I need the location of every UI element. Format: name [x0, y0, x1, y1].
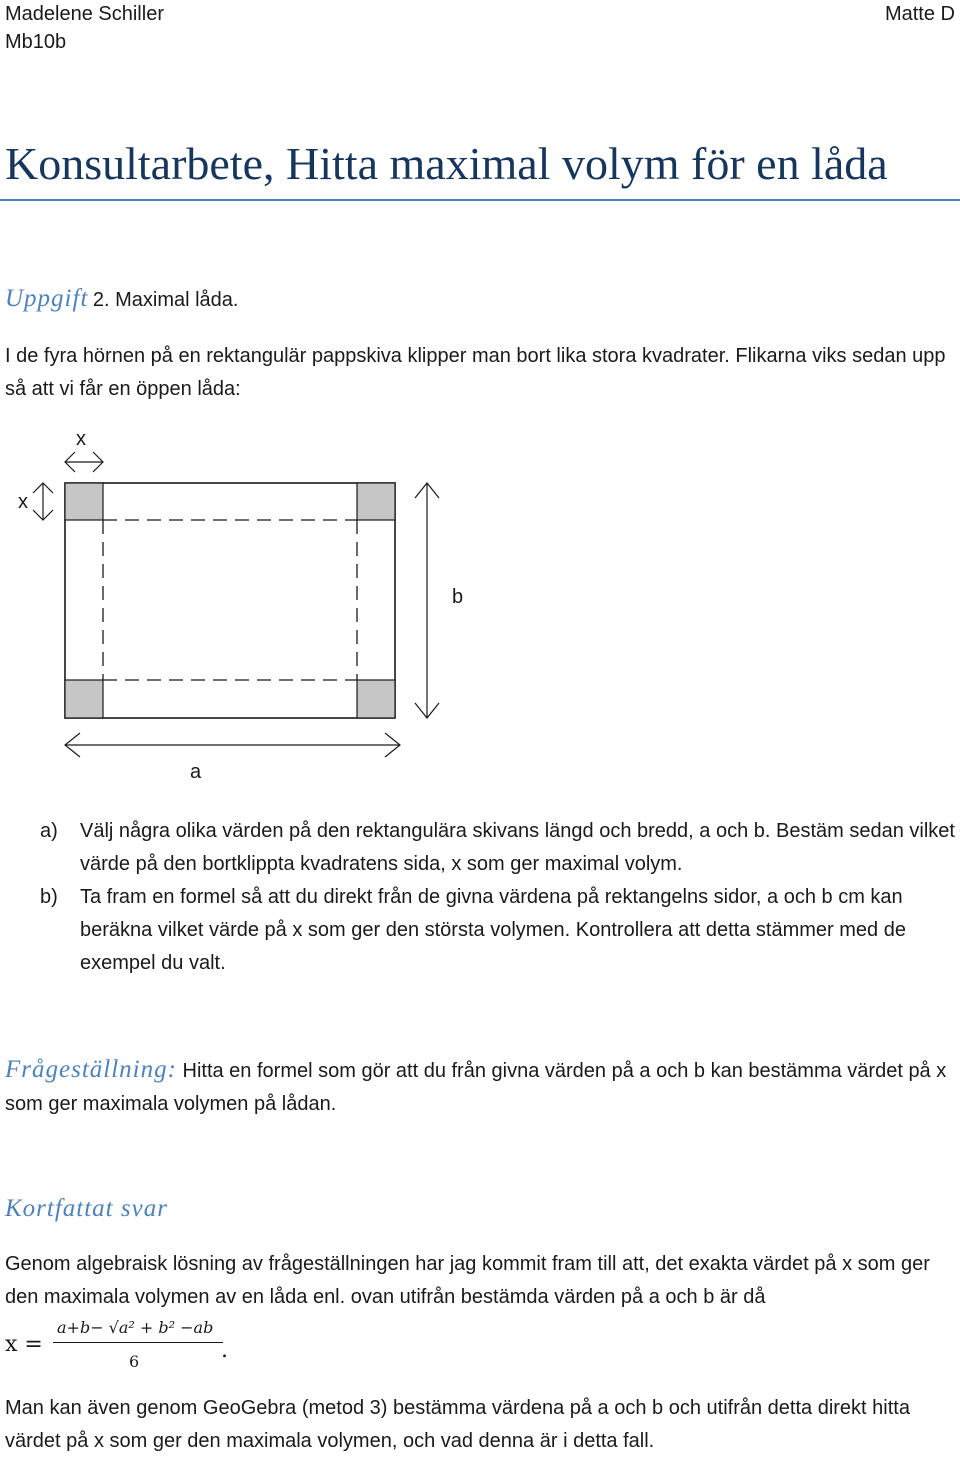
- formula: [5, 1318, 405, 1378]
- formula-numerator: a+b− √a² + b² −ab: [57, 1318, 214, 1337]
- formula-lhs: x =: [5, 1332, 43, 1357]
- question-text: Ta fram en formel så att du direkt från de givna värdena på rektangelns sidor, a och b cm kan beräkna vilket värde på x som ger den största volymen. Kontrollera att detta stämmer med de exempel du valt.: [80, 886, 906, 974]
- problem-statement: [5, 1053, 955, 1121]
- task-intro: I de fyra hörnen på en rektangulär pappskiva klipper man bort lika stora kvadrater. Flikarna viks sedan upp så att vi får en öppen låda:: [5, 345, 946, 400]
- cut-square-top-left: [65, 483, 103, 520]
- page-header-left: [5, 0, 164, 56]
- label-x-side: x: [18, 491, 28, 513]
- problem-text: Hitta en formel som gör att du från givna värden på a och b kan bestämma värdet på x som ger maximala volymen på lådan.: [5, 1060, 947, 1115]
- cardboard-sheet: [65, 483, 395, 718]
- closing-text: Man kan även genom GeoGebra (metod 3) bestämma värdena på a och b och utifrån detta direkt hitta värdet på x som ger den maximala volymen, och vad denna är i detta fall.: [5, 1397, 910, 1452]
- course-name: Matte D: [884, 3, 955, 25]
- answer-text: Genom algebraisk lösning av frågeställningen har jag kommit fram till att, det exakta värdet på x som ger den maximala volymen av en låda enl. ovan utifrån bestämda värden på a och b är då: [5, 1253, 930, 1308]
- cut-square-bottom-right: [357, 680, 395, 718]
- page-title: Konsultarbete, Hitta maximal volym för en låda: [5, 138, 888, 189]
- box-net-diagram: [0, 420, 500, 790]
- label-x-top: x: [76, 428, 86, 450]
- question-marker: a): [40, 820, 58, 842]
- question-item: [40, 815, 955, 881]
- question-marker: b): [40, 886, 58, 908]
- cut-square-bottom-left: [65, 680, 103, 718]
- label-b: b: [452, 586, 464, 608]
- author-name: Madelene Schiller: [5, 3, 164, 25]
- answer-heading: Kortfattat svar: [5, 1195, 168, 1222]
- formula-denominator: 6: [129, 1352, 140, 1371]
- cut-square-top-right: [357, 483, 395, 520]
- title-divider: [0, 199, 960, 201]
- x-top-arrow: [65, 452, 103, 472]
- task-heading-label: Uppgift: [5, 285, 89, 312]
- x-side-arrow: [33, 483, 53, 520]
- class-name: Mb10b: [5, 31, 67, 53]
- question-text: Välj några olika värden på den rektangulära skivans längd och bredd, a och b. Bestäm sedan vilket värde på den bortklippta kvadratens sida, x som ger maximal volym.: [80, 820, 955, 875]
- task-heading: [5, 285, 238, 313]
- label-a: a: [190, 761, 202, 783]
- problem-heading: Frågeställning:: [5, 1056, 177, 1083]
- question-item: [40, 881, 955, 980]
- a-arrow: [65, 733, 400, 757]
- formula-end: .: [221, 1338, 228, 1363]
- fraction-bar: [53, 1342, 223, 1343]
- b-arrow: [415, 483, 439, 718]
- task-title: 2. Maximal låda.: [92, 289, 239, 311]
- question-list: [40, 815, 955, 980]
